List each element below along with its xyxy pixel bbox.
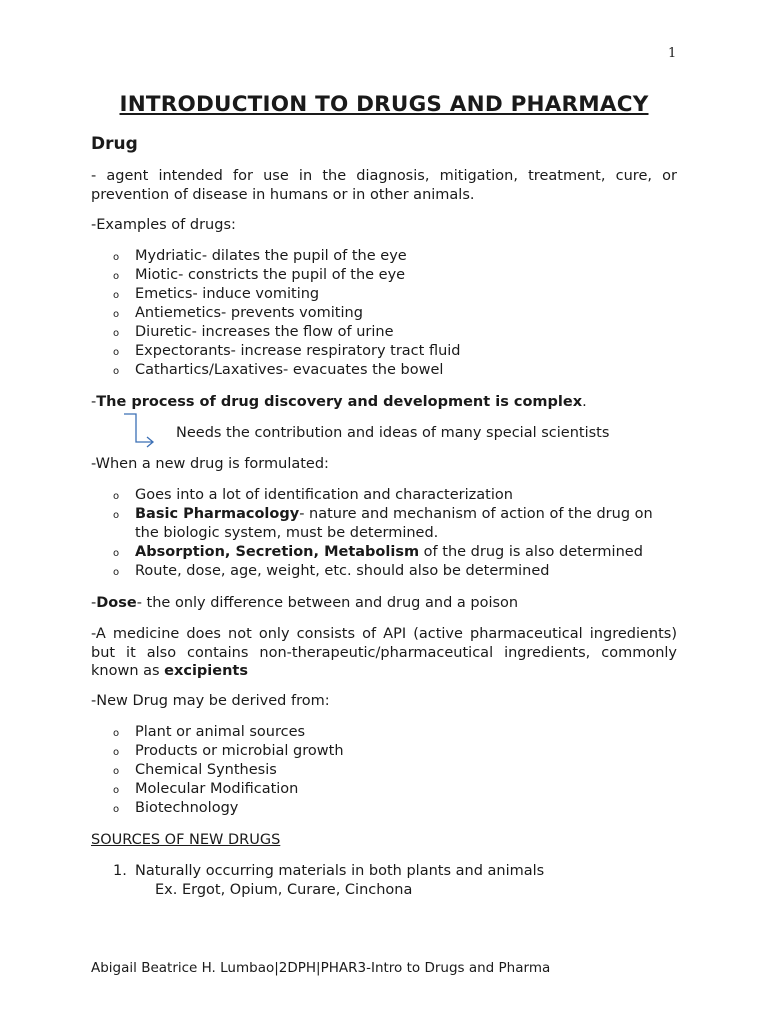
list-item: o Route, dose, age, weight, etc. should also be determined bbox=[113, 562, 683, 581]
arrow-note: Needs the contribution and ideas of many special scientists bbox=[176, 425, 610, 441]
list-item: o Biotechnology bbox=[113, 799, 683, 818]
examples-list bbox=[113, 247, 683, 380]
sources-item bbox=[113, 862, 545, 900]
derived-list bbox=[113, 723, 683, 818]
bullet-icon: o bbox=[113, 804, 120, 815]
bullet-icon: o bbox=[113, 347, 120, 358]
dose-statement: -Dose- the only difference between and drug and a poison bbox=[91, 595, 519, 611]
bullet-icon: o bbox=[113, 510, 120, 521]
bullet-icon: o bbox=[113, 290, 120, 301]
bullet-icon: o bbox=[113, 252, 120, 263]
bullet-icon: o bbox=[113, 567, 120, 578]
formulated-list bbox=[113, 486, 683, 581]
bullet-icon: o bbox=[113, 785, 120, 796]
sources-item-text: Naturally occurring materials in both plants and animals bbox=[135, 863, 545, 879]
page-number: 1 bbox=[668, 46, 677, 61]
bullet-icon: o bbox=[113, 491, 120, 502]
list-item: o Mydriatic- dilates the pupil of the eye bbox=[113, 247, 683, 266]
list-item: o Expectorants- increase respiratory tract fluid bbox=[113, 342, 683, 361]
bullet-icon: o bbox=[113, 728, 120, 739]
derived-intro: -New Drug may be derived from: bbox=[91, 693, 330, 709]
list-item: o Emetics- induce vomiting bbox=[113, 285, 683, 304]
arrow-icon bbox=[122, 412, 158, 448]
examples-intro: -Examples of drugs: bbox=[91, 217, 236, 233]
formulated-intro: -When a new drug is formulated: bbox=[91, 456, 329, 472]
list-item: o Miotic- constricts the pupil of the eye bbox=[113, 266, 683, 285]
list-item: o Goes into a lot of identification and characterization bbox=[113, 486, 683, 505]
sources-item-example: Ex. Ergot, Opium, Curare, Cinchona bbox=[155, 882, 413, 898]
list-item: o Cathartics/Laxatives- evacuates the bowel bbox=[113, 361, 683, 380]
list-number: 1. bbox=[113, 863, 127, 879]
section-heading-drug: Drug bbox=[91, 134, 138, 154]
list-item: o Absorption, Secretion, Metabolism of the drug is also determined bbox=[113, 543, 683, 562]
list-item: o Antiemetics- prevents vomiting bbox=[113, 304, 683, 323]
sources-heading: SOURCES OF NEW DRUGS bbox=[91, 832, 281, 848]
document-title: INTRODUCTION TO DRUGS AND PHARMACY bbox=[119, 92, 649, 117]
bullet-icon: o bbox=[113, 366, 120, 377]
drug-definition: - agent intended for use in the diagnosis, mitigation, treatment, cure, or prevention of disease in humans or in other animals. bbox=[91, 168, 677, 203]
bullet-icon: o bbox=[113, 747, 120, 758]
list-item: o Products or microbial growth bbox=[113, 742, 683, 761]
list-item: o Basic Pharmacology- nature and mechanism of action of the drug on the biologic system, must be determined. bbox=[113, 506, 653, 541]
list-item: o Plant or animal sources bbox=[113, 723, 683, 742]
list-item: o Molecular Modification bbox=[113, 780, 683, 799]
list-item: o Diuretic- increases the flow of urine bbox=[113, 323, 683, 342]
process-statement: -The process of drug discovery and development is complex. bbox=[91, 394, 587, 410]
page-footer: Abigail Beatrice H. Lumbao|2DPH|PHAR3-Intro to Drugs and Pharma bbox=[91, 960, 551, 976]
bullet-icon: o bbox=[113, 328, 120, 339]
bullet-icon: o bbox=[113, 309, 120, 320]
bullet-icon: o bbox=[113, 766, 120, 777]
medicine-paragraph: -A medicine does not only consists of API (active pharmaceutical ingredients) but it also contains non-therapeutic/pharmaceutical ingredients, commonly known as excipients bbox=[91, 626, 677, 679]
bullet-icon: o bbox=[113, 271, 120, 282]
list-item: o Chemical Synthesis bbox=[113, 761, 683, 780]
bullet-icon: o bbox=[113, 548, 120, 559]
